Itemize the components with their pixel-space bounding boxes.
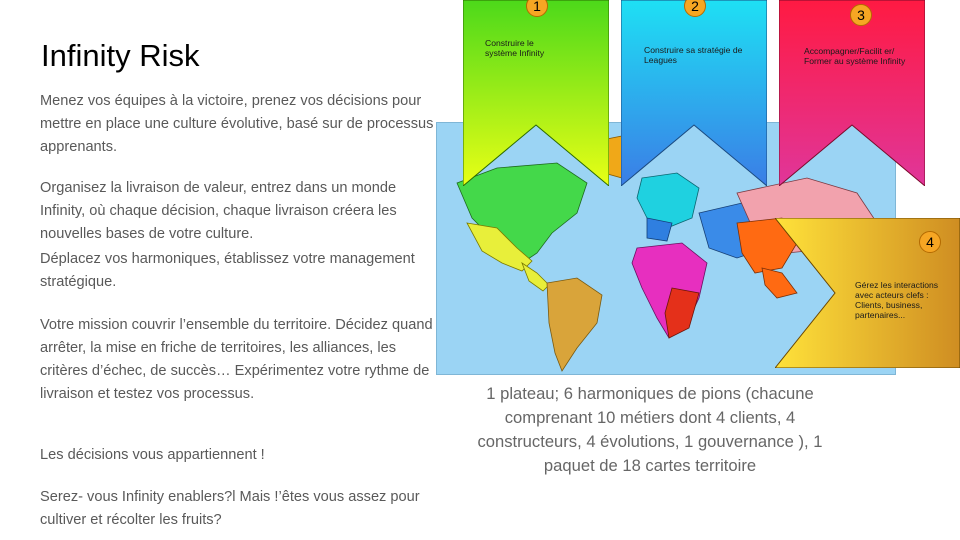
banner-number-4: 4 [919, 231, 941, 253]
banner-number-1: 1 [526, 0, 548, 17]
banner-1 [463, 0, 609, 186]
delivery-paragraph: Organisez la livraison de valeur, entrez dans un monde Infinity, où chaque décision, chaque livraison créera les nouvelles bases de votre culture. [40, 180, 397, 242]
banner-text-2: Construire sa stratégie de Leagues [644, 45, 743, 65]
banner-2 [621, 0, 767, 186]
banner-text-4: Gérez les interactions avec acteurs clefs : Clients, business, partenaires... [855, 280, 939, 320]
page-title: Infinity Risk [41, 38, 200, 73]
mission-paragraph: Votre mission couvrir l’ensemble du territoire. Décidez quand arrêter, la mise en friche de territoires, les alliances, les critères d’échec, de succès… Expérimentez votre rythme de livraison et testez vos processus. [40, 317, 433, 402]
banner-number-2: 2 [684, 0, 706, 17]
banner-text-1: Construire le système Infinity [485, 38, 545, 58]
banner-text-3: Accompagner/Facilit er/ Former au système Infinity [804, 46, 906, 66]
banner-number-3: 3 [850, 4, 872, 26]
intro-paragraph: Menez vos équipes à la victoire, prenez vos décisions pour mettre en place une culture évolutive, basé sur de processus apprenants. [40, 93, 434, 155]
banner-4 [775, 218, 960, 368]
banner-3 [779, 0, 925, 186]
enablers-paragraph: Serez- vous Infinity enablers?l Mais !’êtes vous assez pour cultiver et récolter les fruits? [40, 489, 420, 528]
harmonics-paragraph: Déplacez vos harmoniques, établissez votre management stratégique. [40, 251, 415, 290]
game-contents-caption: 1 plateau; 6 harmoniques de pions (chacune comprenant 10 métiers dont 4 clients, 4 constructeurs, 4 évolutions, 1 gouvernance ), 1 paquet de 18 cartes territoire [477, 384, 823, 475]
decisions-paragraph: Les décisions vous appartiennent ! [40, 447, 265, 463]
